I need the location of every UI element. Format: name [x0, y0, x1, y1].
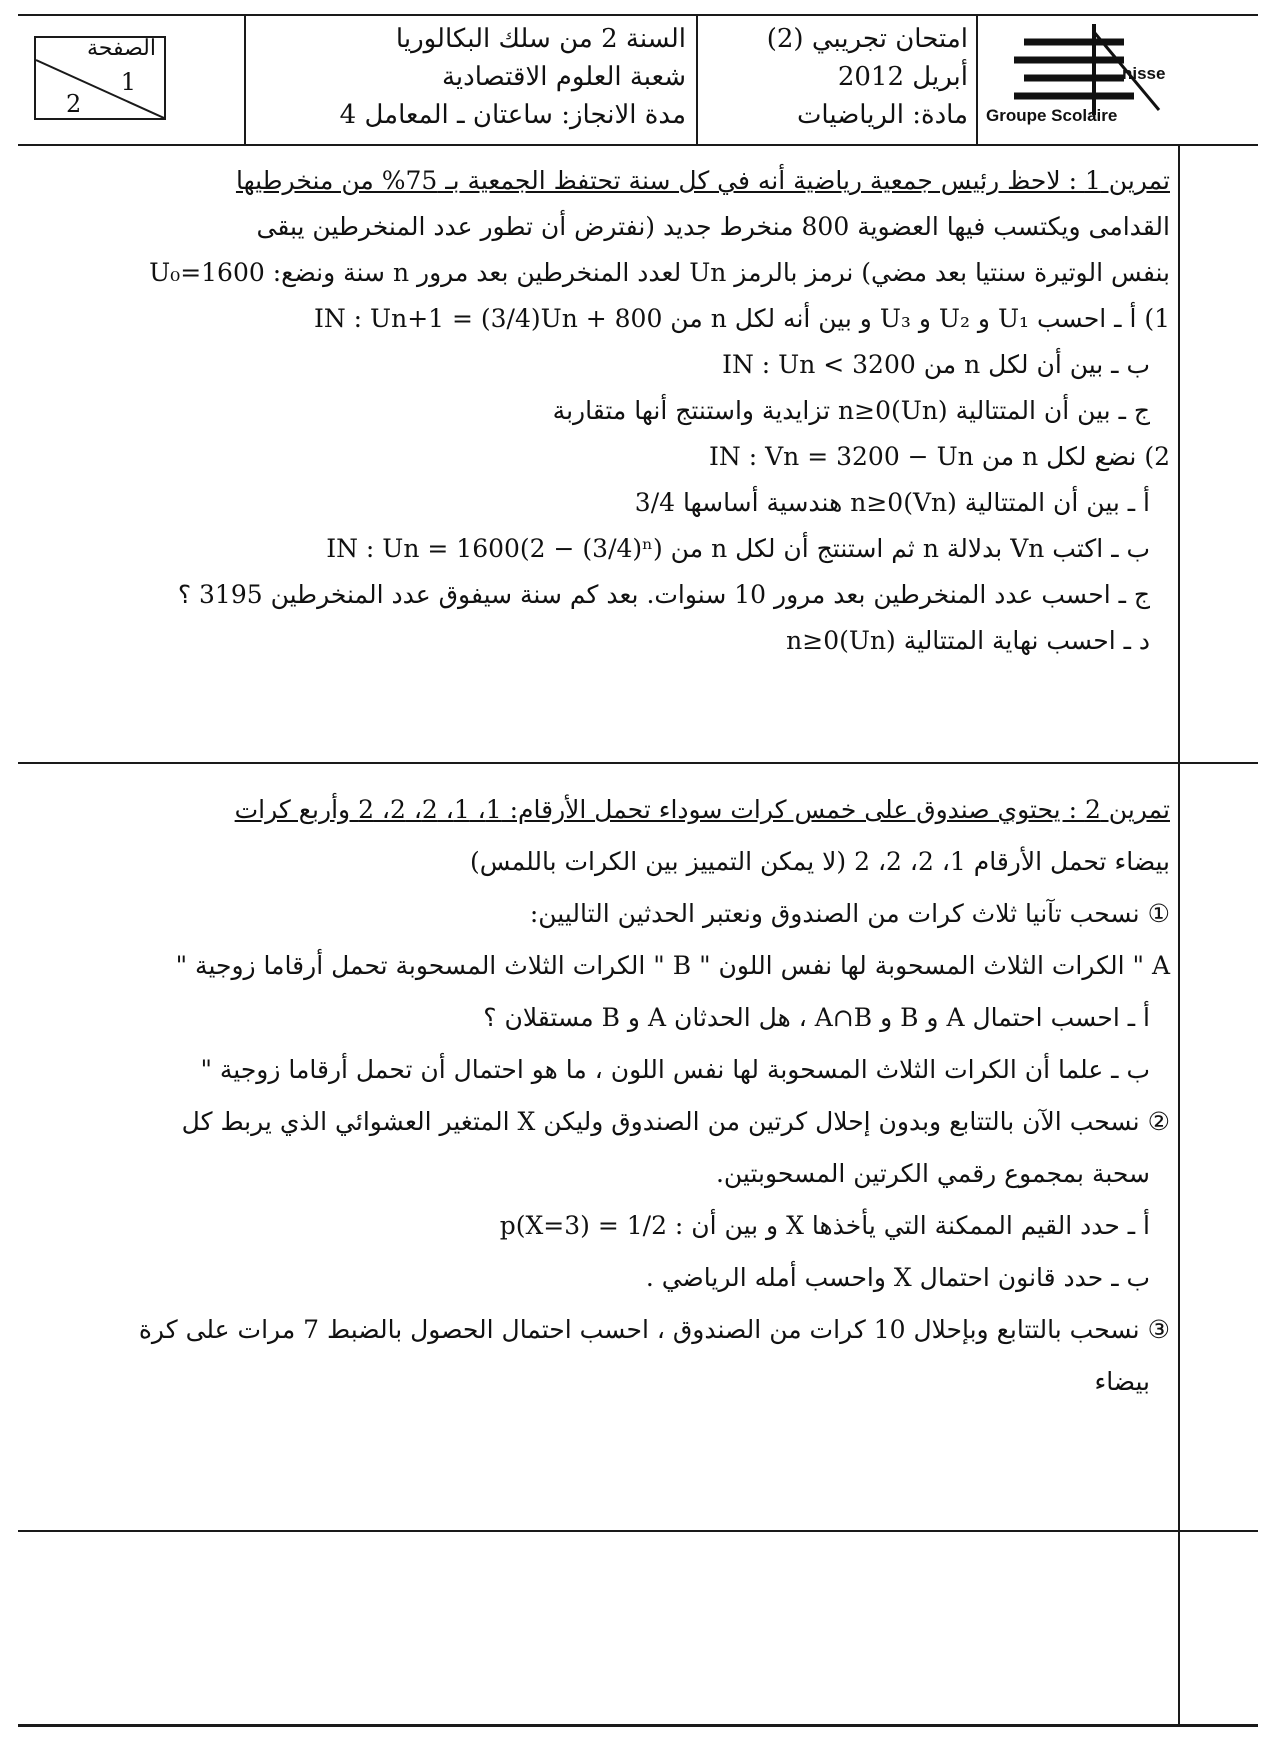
- subject-text: مادة: الرياضيات: [796, 100, 968, 130]
- branch-text: شعبة العلوم الاقتصادية: [441, 62, 686, 92]
- ex1-line-8: أ ـ بين أن المتتالية (Vn)n≥0 هندسية أساسها 3/4: [634, 488, 1150, 517]
- exercise-2: [40, 784, 1170, 1408]
- ex2-line-8: سحبة بمجموع رقمي الكرتين المسحوبتين.: [715, 1159, 1150, 1188]
- header-bottom-line: [18, 144, 1258, 146]
- header-divider-1: [244, 14, 246, 144]
- ex1-line-1: تمرين 1 : لاحظ رئيس جمعية رياضية أنه في كل سنة تحتفظ الجمعية بـ 75% من منخرطيها: [235, 166, 1170, 195]
- ex2-line-5: أ ـ احسب احتمال A و B و A∩B ، هل الحدثان A و B مستقلان ؟: [483, 1003, 1150, 1032]
- ex1-line-7: 2) نضع لكل n من IN : Vn = 3200 − Un: [709, 442, 1170, 471]
- ex2-line-11: ③ نسحب بالتتابع وبإحلال 10 كرات من الصندوق ، احسب احتمال الحصول بالضبط 7 مرات على كرة: [138, 1315, 1170, 1344]
- ex1-line-5: ب ـ بين أن لكل n من IN : Un < 3200: [722, 350, 1150, 379]
- header-level-cell: [256, 20, 686, 134]
- ex2-line-9: أ ـ حدد القيم الممكنة التي يأخذها X و بين أن : p(X=3) = 1/2: [499, 1211, 1150, 1240]
- page-label: الصفحة: [86, 36, 156, 61]
- exercise-1: [40, 158, 1170, 664]
- ex1-line-2: القدامى ويكتسب فيها العضوية 800 منخرط جديد (نفترض أن تطور عدد المنخرطين يبقى: [256, 212, 1170, 241]
- header-divider-3: [976, 14, 978, 144]
- exam-date: أبريل 2012: [837, 62, 968, 92]
- ex1-line-9: ب ـ اكتب Vn بدلالة n ثم استنتج أن لكل n من IN : Un = 1600(2 − (3/4)ⁿ): [326, 534, 1150, 563]
- ex2-line-6: ب ـ علما أن الكرات الثلاث المسحوبة لها نفس اللون ، ما هو احتمال أن تحمل أرقاما زوجية ": [200, 1055, 1150, 1084]
- logo-top-text: nisse: [1122, 64, 1166, 83]
- ex2-line-3: ① نسحب تآنيا ثلاث كرات من الصندوق ونعتبر الحدثين التاليين:: [529, 899, 1170, 928]
- frame-top-line: [18, 14, 1258, 16]
- ex1-line-10: ج ـ احسب عدد المنخرطين بعد مرور 10 سنوات. بعد كم سنة سيفوق عدد المنخرطين 3195 ؟: [177, 580, 1150, 609]
- header-exam-cell: [706, 20, 968, 134]
- page-number-box: [34, 36, 166, 120]
- level-text: السنة 2 من سلك البكالوريا: [395, 24, 686, 54]
- ex1-line-6: ج ـ بين أن المتتالية (Un)n≥0 تزايدية واستنتج أنها متقاربة: [552, 396, 1150, 425]
- frame-bottom-line: [18, 1724, 1258, 1727]
- ex2-line-4: A " الكرات الثلاث المسحوبة لها نفس اللون " B " الكرات الثلاث المسحوبة تحمل أرقاما زوجية ": [175, 951, 1170, 980]
- margin-column-line: [1178, 144, 1180, 1724]
- content-end-line: [18, 1530, 1258, 1532]
- ex2-line-2: بيضاء تحمل الأرقام 1، 2، 2، 2 (لا يمكن التمييز بين الكرات باللمس): [470, 847, 1170, 876]
- ex1-line-3: بنفس الوتيرة سنتيا بعد مضي) نرمز بالرمز Un لعدد المنخرطين بعد مرور n سنة ونضع: U₀=1600: [149, 258, 1170, 287]
- logo-bottom-text: Groupe Scolaire: [986, 106, 1118, 125]
- ex1-line-11: د ـ احسب نهاية المتتالية (Un)n≥0: [786, 626, 1150, 655]
- exam-title: امتحان تجريبي (2): [766, 24, 968, 54]
- ex1-line-4: 1) أ ـ احسب U₁ و U₂ و U₃ و بين أنه لكل n من IN : Un+1 = (3/4)Un + 800: [313, 304, 1170, 333]
- ex2-line-7: ② نسحب الآن بالتتابع وبدون إحلال كرتين من الصندوق وليكن X المتغير العشوائي الذي يربط كل: [181, 1107, 1170, 1136]
- ex2-line-1: تمرين 2 : يحتوي صندوق على خمس كرات سوداء تحمل الأرقام: 1، 1، 2، 2، 2 وأربع كرات: [234, 795, 1170, 824]
- ex2-line-10: ب ـ حدد قانون احتمال X واحسب أمله الرياضي .: [645, 1263, 1150, 1292]
- school-logo: [984, 20, 1179, 130]
- ex2-line-12: بيضاء: [1094, 1367, 1150, 1396]
- exercise-separator-line: [18, 762, 1258, 764]
- page-number: 1: [120, 68, 136, 96]
- duration-text: مدة الانجاز: ساعتان ـ المعامل 4: [339, 100, 686, 130]
- header-divider-2: [696, 14, 698, 144]
- page-total: 2: [66, 90, 82, 118]
